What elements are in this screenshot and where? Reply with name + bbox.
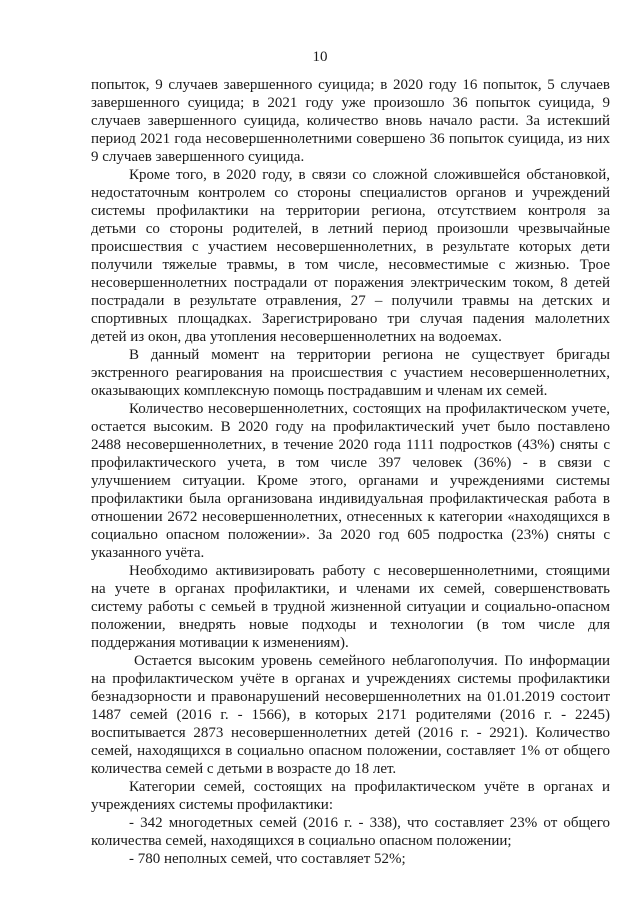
- text-line: профилактики была организована индивидуальная профилактическая работа в: [91, 491, 610, 507]
- text-line: учреждениях системы профилактики:: [91, 797, 334, 813]
- text-line: отношении 2672 несовершеннолетних, отнесенных к категории «находящихся в: [91, 509, 610, 525]
- text-line: 2488 несовершеннолетних, в течение 2020 года 1111 подростков (43%) сняты с: [91, 437, 610, 453]
- text-line: происшествия с участием несовершеннолетних, в результате которых дети: [91, 239, 610, 255]
- text-line: пострадали в результате отравления, 27 – получили травмы на детских и: [91, 293, 610, 309]
- text-line: недостаточным контролем со стороны специалистов органов и учреждений: [91, 185, 610, 201]
- text-line: положении, внедрять новые подходы и технологии (в том числе для: [91, 617, 610, 633]
- text-line: семей, находящихся в социально опасном положении, составляет 1% от общего: [91, 743, 610, 759]
- text-line: В данный момент на территории региона не существует бригады: [129, 347, 610, 363]
- text-line: получили тяжелые травмы, в том числе, несовместимые с жизнью. Трое: [91, 257, 610, 273]
- text-line: количества семей с детьми в возрасте до 18 лет.: [91, 761, 397, 777]
- text-line: случаев завершенного суицида, количество вновь начало расти. За истекший: [91, 113, 610, 129]
- text-line: на профилактическом учёте в органах и учреждениях системы профилактики: [91, 671, 610, 687]
- text-line: Количество несовершеннолетних, состоящих на профилактическом учете,: [129, 401, 610, 417]
- list-item-line: - 342 многодетных семей (2016 г. - 338), что составляет 23% от общего: [129, 815, 610, 831]
- text-line: 1487 семей (2016 г. - 1566), в которых 2171 родителями (2016 г. - 2245): [91, 707, 610, 723]
- text-line: Кроме того, в 2020 году, в связи со сложной сложившейся обстановкой,: [129, 167, 610, 183]
- text-line: несовершеннолетних пострадали от поражения электрическим током, 8 детей: [91, 275, 610, 291]
- text-line: безнадзорности и правонарушений несовершеннолетних на 01.01.2019 состоит: [91, 689, 610, 705]
- text-line: социально опасном положении». За 2020 год 605 подростка (23%) сняты с: [91, 527, 610, 543]
- text-line: Остается высоким уровень семейного неблагополучия. По информации: [134, 653, 610, 669]
- text-line: попыток, 9 случаев завершенного суицида; в 2020 году 16 попыток, 5 случаев: [91, 77, 610, 93]
- text-line: детей из окон, два утопления несовершеннолетних на водоемах.: [91, 329, 502, 345]
- text-line: поддержания мотивации к изменениям).: [91, 635, 349, 651]
- text-line: профилактического учета, в том числе 397 человек (36%) - в связи с: [91, 455, 610, 471]
- text-line: Категории семей, состоящих на профилактическом учёте в органах и: [129, 779, 610, 795]
- text-line: Необходимо активизировать работу с несовершеннолетними, стоящими: [129, 563, 610, 579]
- text-line: 9 случаев завершенного суицида.: [91, 149, 305, 165]
- text-line: экстренного реагирования на происшествия с участием несовершеннолетних,: [91, 365, 610, 381]
- text-line: указанного учёта.: [91, 545, 205, 561]
- text-line: воспитывается 2873 несовершеннолетних детей (2016 г. - 2921). Количество: [91, 725, 610, 741]
- text-line: систему работы с семьей в трудной жизненной ситуации и социально-опасном: [91, 599, 610, 615]
- text-line: детьми со стороны родителей, в летний период произошли чрезвычайные: [91, 221, 610, 237]
- page-number: 10: [312, 49, 328, 65]
- list-item-line: количества семей, находящихся в социально опасном положении;: [91, 833, 512, 849]
- text-line: завершенного суицида; в 2021 году уже произошло 36 попыток суицида, 9: [91, 95, 610, 111]
- text-line: спортивных площадках. Зарегистрировано три случая падения малолетних: [91, 311, 610, 327]
- text-line: на учете в органах профилактики, и членами их семей, совершенствовать: [91, 581, 610, 597]
- list-item-line: - 780 неполных семей, что составляет 52%;: [129, 851, 406, 867]
- text-line: оказывающих комплексную помощь пострадавшим и членам их семей.: [91, 383, 548, 399]
- text-line: период 2021 года несовершеннолетними совершено 36 попыток суицида, из них: [91, 131, 610, 147]
- text-line: остается высоким. В 2020 году на профилактический учет было поставлено: [91, 419, 610, 435]
- text-line: системы профилактики на территории региона, отсутствием контроля за: [91, 203, 610, 219]
- text-line: улучшением ситуации. Кроме этого, органами и учреждениями системы: [91, 473, 610, 489]
